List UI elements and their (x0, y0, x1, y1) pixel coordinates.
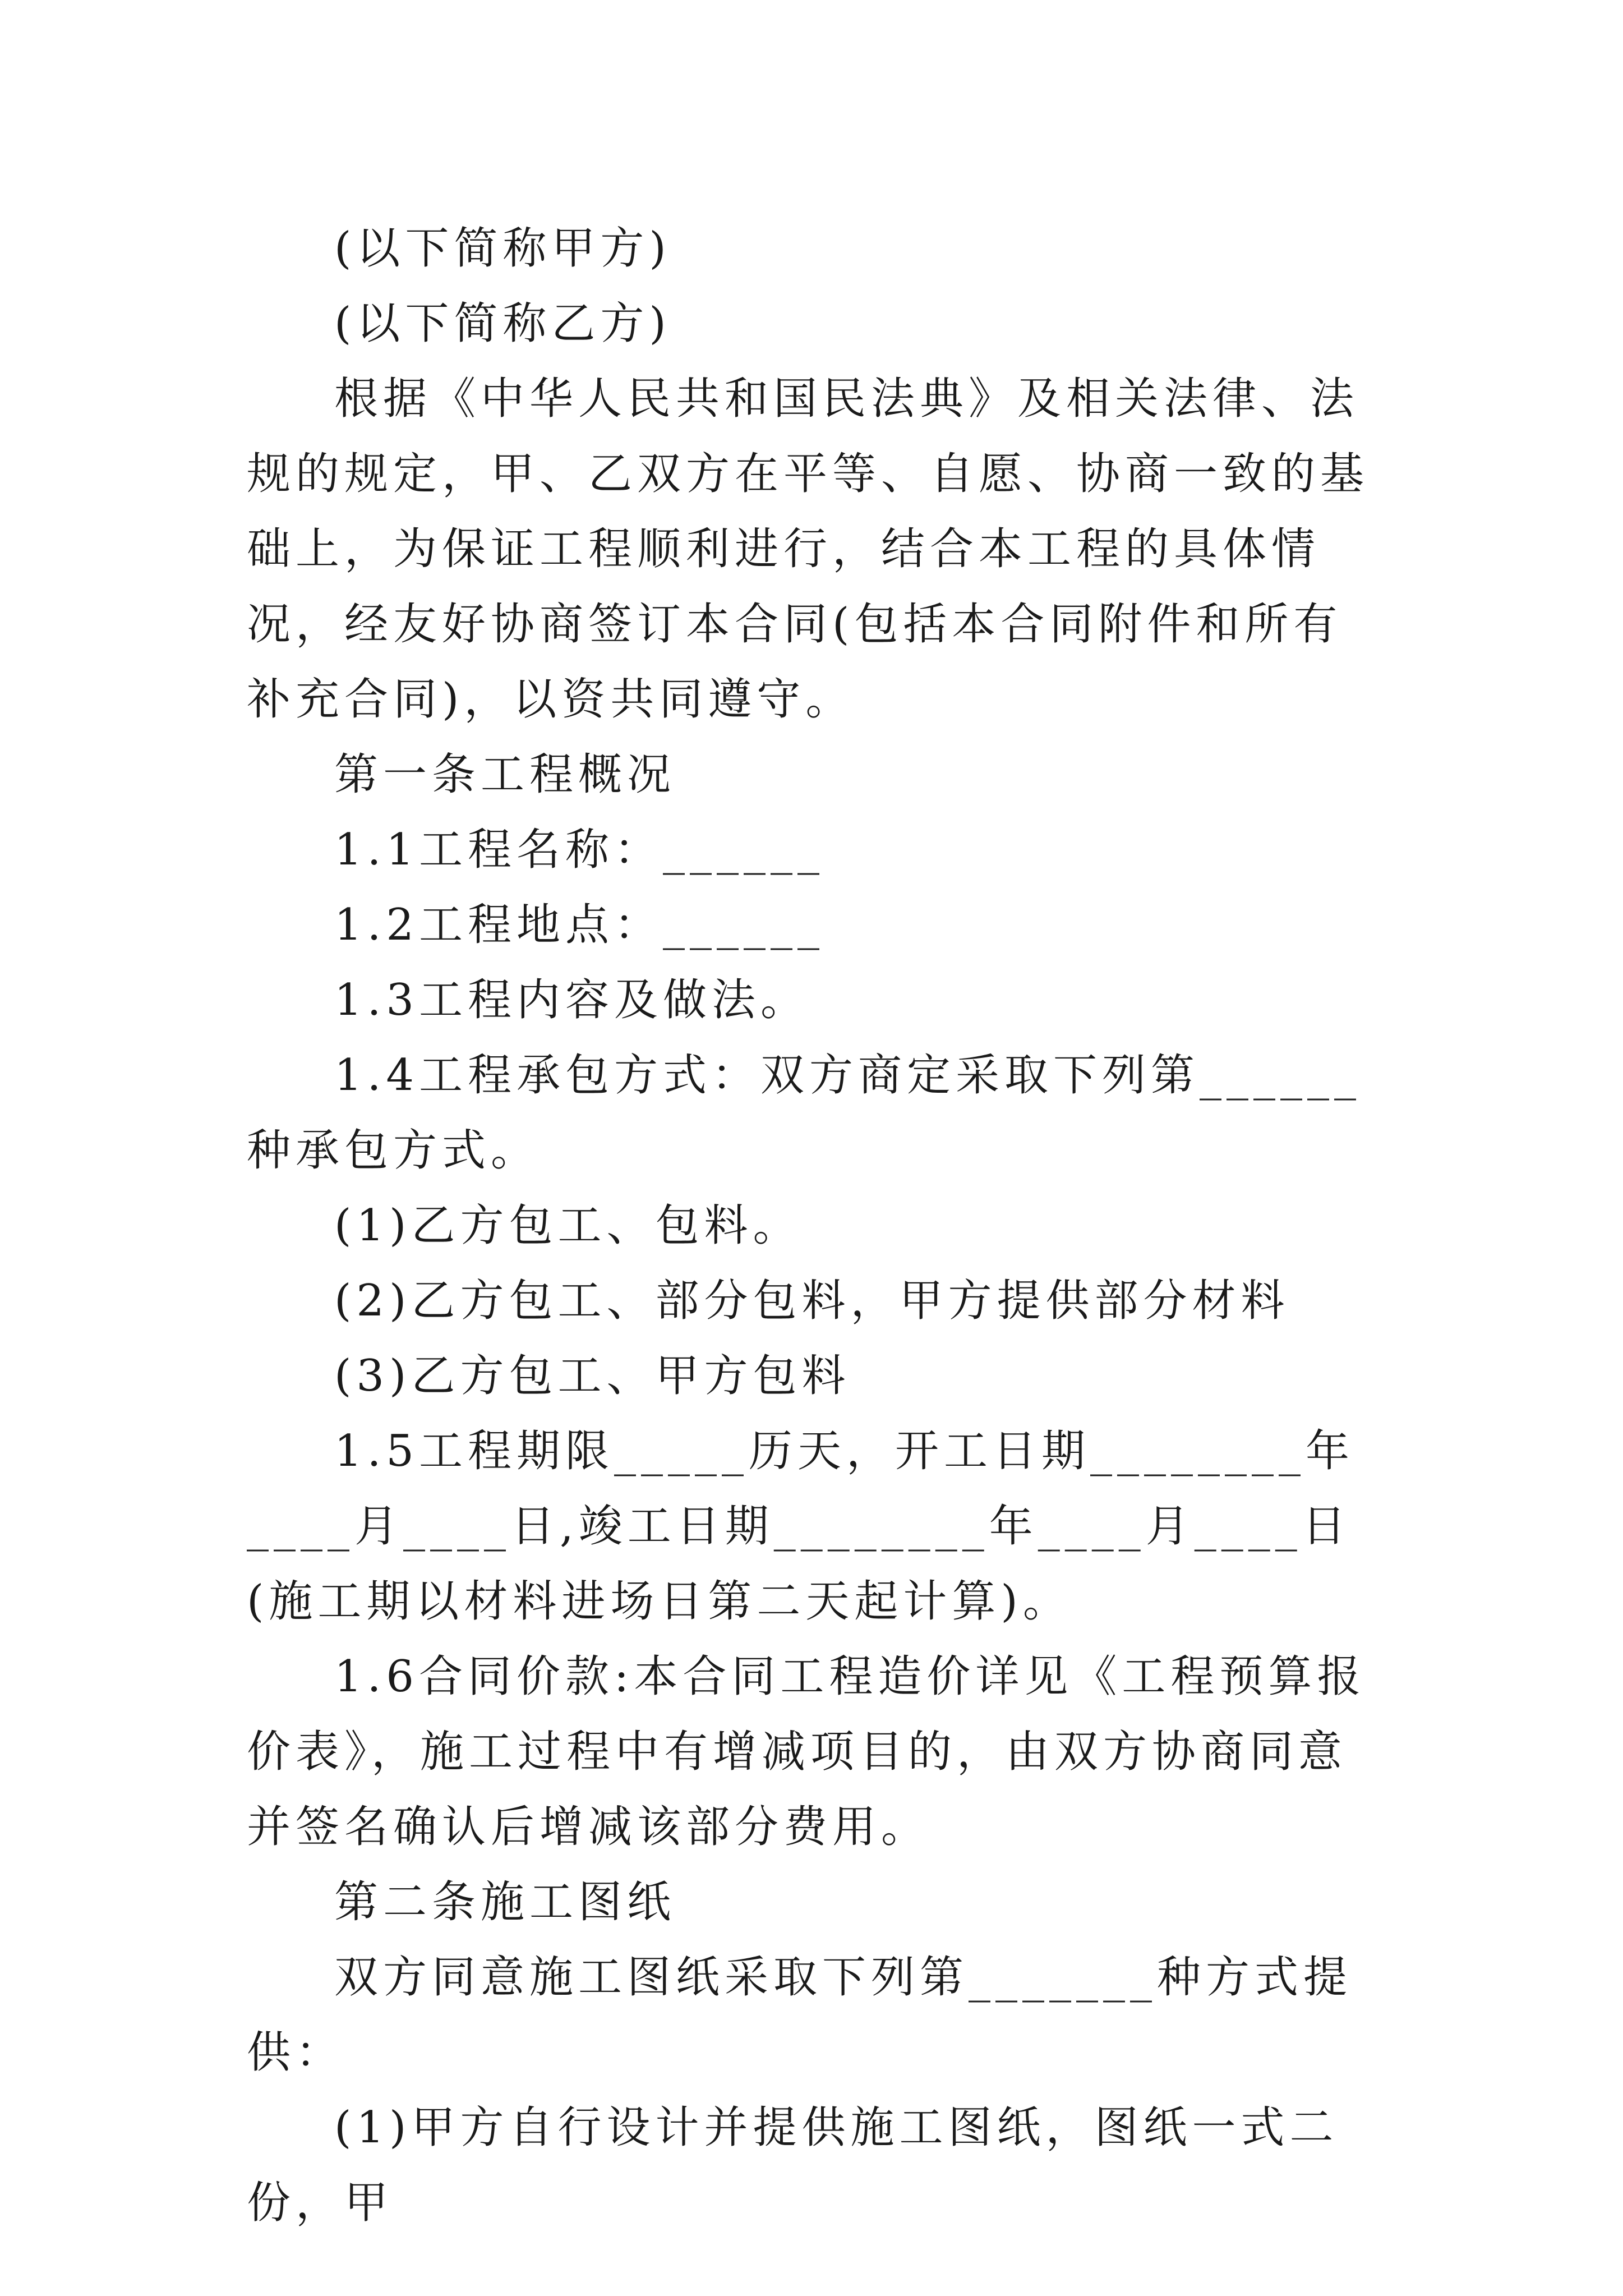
party-a-note: (以下简称甲方) (334, 223, 671, 274)
clause-1-2: 1.2工程地点：______ (334, 900, 825, 950)
drawings-method: 双方同意施工图纸采取下列第_______种方式提供： (247, 1952, 1353, 2078)
clause-1-4: 1.4工程承包方式：双方商定采取下列第______种承包方式。 (247, 1050, 1362, 1176)
party-b-note: (以下简称乙方) (334, 298, 671, 349)
article-1-heading: 第一条工程概况 (334, 749, 676, 800)
option-1: (1)乙方包工、包料。 (334, 1200, 802, 1251)
preamble-paragraph: 根据《中华人民共和国民法典》及相关法律、法规的规定，甲、乙双方在平等、自愿、协商一致的基础上，为保证工程顺利进行，结合本工程的具体情况，经友好协商签订本合同(包括本合同附件和所有补充合同)，以资共同遵守。 (247, 374, 1370, 725)
article-2-heading: 第二条施工图纸 (334, 1877, 676, 1927)
option-3: (3)乙方包工、甲方包料 (334, 1351, 851, 1401)
contract-body (247, 211, 1380, 2240)
clause-1-5: 1.5工程期限_____历天，开工日期________年____月____日,竣工日期________年____月____日(施工期以材料进场日第二天起计算)。 (247, 1426, 1355, 1627)
clause-1-6: 1.6合同价款:本合同工程造价详见《工程预算报价表》，施工过程中有增减项目的，由双方协商同意并签名确认后增减该部分费用。 (247, 1651, 1366, 1852)
option-2: (2)乙方包工、部分包料，甲方提供部分材料 (334, 1276, 1290, 1326)
clause-1-1: 1.1工程名称：______ (334, 825, 825, 875)
clause-1-3: 1.3工程内容及做法。 (334, 975, 810, 1025)
drawings-option-1: (1)甲方自行设计并提供施工图纸，图纸一式二份，甲 (247, 2102, 1339, 2228)
